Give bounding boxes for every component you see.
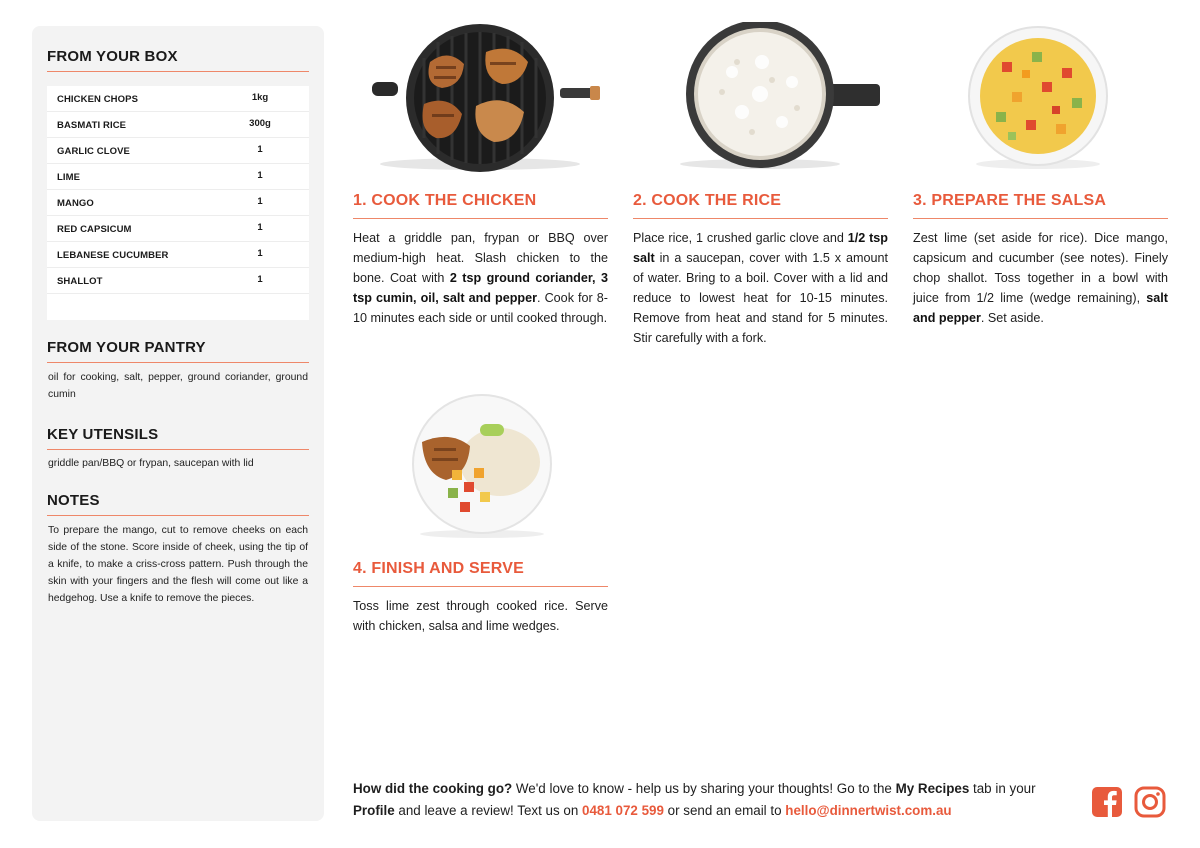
feedback-footer [353,778,1078,822]
email-link[interactable]: hello@dinnertwist.com.au [785,803,952,818]
table-row [47,164,309,190]
my-recipes-label: My Recipes [895,781,970,796]
ingredient-name: RED CAPSICUM [57,224,132,235]
step-3-text-part: Zest lime (set aside for rice). Dice mango, capsicum and cucumber (see notes). Finely chop shallot. Toss together in a bowl with juice from 1/2 lime (wedge remaining), [913,231,1168,305]
step-3-bold-part: salt and pepper [913,291,1168,325]
saucepan-rice-image [632,22,888,172]
key-utensils-heading: KEY UTENSILS [47,426,309,450]
facebook-icon[interactable] [1091,786,1123,818]
ingredient-name: LEBANESE CUCUMBER [57,250,169,261]
notes-heading: NOTES [47,492,309,516]
step-3-title: 3. PREPARE THE SALSA [913,192,1168,219]
table-row [47,190,309,216]
table-row [47,242,309,268]
step-4-body [353,596,608,636]
table-row [47,216,309,242]
notes-text: To prepare the mango, cut to remove cheeks on each side of the stone. Score inside of cheek, using the tip of a knife, to make a criss-cross pattern. Push through the skin with your fingers and the flesh will come out like a hedgehog. Use a knife to remove the pieces. [48,525,308,604]
salsa-bowl-image [912,22,1168,172]
footer-text: We'd love to know - help us by sharing your thoughts! Go to the [512,781,896,796]
plated-meal-image [352,390,608,540]
ingredient-name: GARLIC CLOVE [57,146,130,157]
ingredient-name: MANGO [57,198,94,209]
ingredient-qty: 1 [257,248,263,259]
ingredient-qty: 1 [257,170,263,181]
ingredient-name: BASMATI RICE [57,120,127,131]
footer-text: or send an email to [663,803,786,818]
footer-text: and leave a review! Text us on [394,803,583,818]
step-2-title: 2. COOK THE RICE [633,192,888,219]
ingredient-qty: 1 [257,144,263,155]
table-row [47,268,309,294]
ingredient-qty: 1 [257,222,263,233]
pantry-text: oil for cooking, salt, pepper, ground coriander, ground cumin [48,372,308,400]
from-your-box-heading: FROM YOUR BOX [47,48,309,72]
step-1-body [353,228,608,328]
step-4-text-part: Toss lime zest through cooked rice. Serve with chicken, salsa and lime wedges. [353,599,608,633]
phone-number-link[interactable]: 0481 072 599 [582,803,664,818]
ingredient-name: LIME [57,172,81,183]
table-row [47,86,309,112]
profile-label: Profile [353,803,395,818]
step-3-body [913,228,1168,328]
ingredient-name: SHALLOT [57,276,103,287]
footer-text: tab in your [969,781,1036,796]
instagram-icon[interactable] [1134,786,1166,818]
ingredient-qty: 300g [249,118,271,129]
step-2-text-part: Place rice, 1 crushed garlic clove and [633,231,848,245]
footer-question: How did the cooking go? [353,781,513,796]
step-2-body [633,228,888,348]
ingredient-name: CHICKEN CHOPS [57,94,139,105]
step-1-title: 1. COOK THE CHICKEN [353,192,608,219]
step-1-text-part: . Cook for 8-10 minutes each side or until cooked through. [353,291,608,325]
step-1-bold-part: 2 tsp ground coriander, 3 tsp cumin, oil, salt and pepper [353,271,608,305]
ingredient-qty: 1 [257,274,263,285]
step-4-title: 4. FINISH AND SERVE [353,560,608,587]
ingredient-qty: 1kg [251,92,269,103]
step-2-bold-part: 1/2 tsp salt [633,231,888,265]
step-3-text-part: . Set aside. [980,311,1044,325]
table-row [47,138,309,164]
ingredients-table [47,86,309,320]
sidebar-panel [32,26,324,821]
utensils-text: griddle pan/BBQ or frypan, saucepan with lid [48,458,254,469]
ingredient-qty: 1 [257,196,263,207]
table-row [47,112,309,138]
griddle-chicken-image [352,22,608,172]
step-1-text-part: Heat a griddle pan, frypan or BBQ over medium-high heat. Slash chicken to the bone. Coat with [353,231,608,285]
step-2-text-part: in a saucepan, cover with 1.5 x amount of water. Bring to a boil. Cover with a lid and reduce to lowest heat for 10-15 minutes. Remove from heat and stand for 5 minutes. Stir carefully with a fork. [633,251,888,345]
from-your-pantry-heading: FROM YOUR PANTRY [47,339,309,363]
